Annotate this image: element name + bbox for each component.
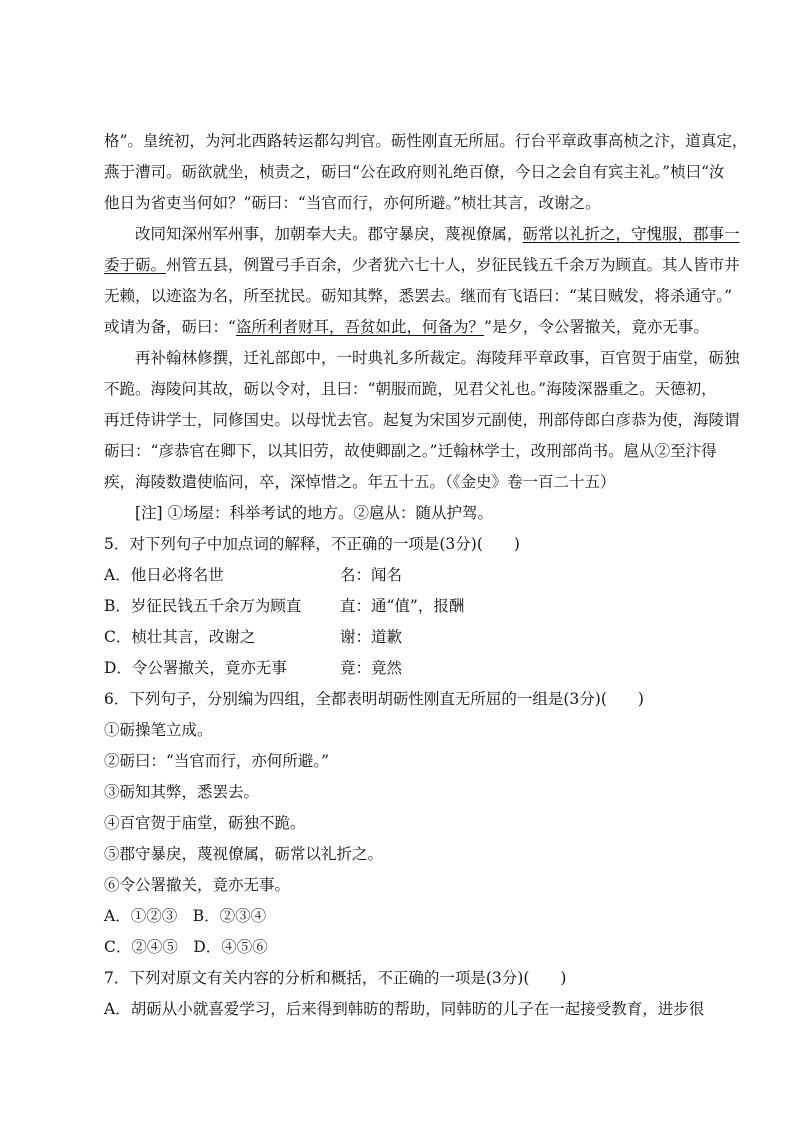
q6-item-3: ③砺知其弊，悉罢去。 [104, 783, 260, 801]
q6-choices-ab[interactable]: A．①②③ B．②③④ [104, 907, 267, 925]
q7-option-a[interactable]: A．胡砺从小就喜爱学习，后来得到韩昉的帮助，同韩昉的儿子在一起接受教育，进步很 [104, 1000, 705, 1018]
passage-p3-line-1: 再补翰林修撰，迁礼部郎中，一时典礼多所裁定。海陵拜平章政事，百官贺于庙堂，砺独 [135, 349, 740, 367]
q5-option-b[interactable] [104, 591, 724, 622]
option-text: B．岁征民钱五千余万为顾直 [104, 597, 302, 615]
q6-stem: 6．下列句子，分别编为四组，全都表明胡砺性刚直无所屈的一组是(3分)( ) [104, 690, 644, 708]
passage-p3-line-3: 再迁侍讲学士，同修国史。以母忧去官。起复为宋国岁元副使，刑部侍郎白彦恭为使，海陵谓 [104, 411, 740, 429]
q5-option-a[interactable] [104, 560, 724, 591]
passage-p1-line-1: 格”。皇统初，为河北西路转运都勾判官。砺性刚直无所屈。行台平章政事高桢之汴，道真定， [104, 132, 748, 150]
passage-p1-line-3: 他日为省吏当何如？”砺曰：“当官而行，亦何所避。”桢壮其言，改谢之。 [104, 194, 601, 212]
text-span: 或请为备，砺曰：“ [104, 318, 236, 336]
option-explanation: 谢：道歉 [340, 628, 403, 646]
question-7 [104, 963, 724, 1025]
text-span: 改同知深州军州事，加朝奉大夫。郡守暴戾，蔑视僚属， [135, 225, 523, 243]
text-span: 州管五县，例置弓手百余，少者犹六七十人，岁征民钱五千余万为顾直。其人皆市井 [166, 256, 740, 274]
q7-stem: 7．下列对原文有关内容的分析和概括，不正确的一项是(3分)( ) [104, 969, 567, 987]
document-page [104, 126, 748, 1025]
text-span: ”是夕，令公署撤关，竟亦无事。 [483, 318, 709, 336]
option-explanation: 竟：竟然 [340, 659, 403, 677]
q6-item-6: ⑥令公署撤关，竟亦无事。 [104, 876, 291, 894]
q5-option-d[interactable] [104, 653, 724, 684]
passage-p2-line-1 [104, 219, 740, 250]
q6-item-4: ④百官贺于庙堂，砺独不跪。 [104, 814, 306, 832]
q6-item-5: ⑤郡守暴戾，蔑视僚属，砺常以礼折之。 [104, 845, 384, 863]
q6-choices-cd[interactable]: C．②④⑤ D．④⑤⑥ [104, 938, 268, 956]
option-explanation: 直：通“值”，报酬 [340, 597, 465, 615]
option-explanation: 名：闻名 [340, 566, 403, 584]
passage-p1-line-2: 燕于漕司。砺欲就坐，桢责之，砺曰“公在政府则礼绝百僚，今日之会自有宾主礼。”桢曰“汝 [104, 163, 725, 181]
q5-stem: 5．对下列句子中加点词的解释，不正确的一项是(3分)( ) [104, 535, 520, 553]
question-5 [104, 529, 724, 684]
option-text: A．他日必将名世 [104, 566, 224, 584]
passage-p3-line-2: 不跪。海陵问其故，砺以令对，且曰：“朝服而跪，见君父礼也。”海陵深器重之。天德初， [104, 380, 717, 398]
passage-p2-line-4 [104, 312, 724, 343]
q6-item-1: ①砺操笔立成。 [104, 721, 213, 739]
passage-p2-line-2 [104, 250, 740, 281]
underlined-text: 委于砺。 [104, 256, 167, 274]
q6-item-2: ②砺曰：“当官而行，亦何所避。” [104, 752, 330, 770]
option-text: C．桢壮其言，改谢之 [104, 628, 256, 646]
question-6 [104, 684, 724, 963]
underlined-text: 盗所利者财耳，吾贫如此，何备为？ [235, 318, 484, 336]
passage [104, 126, 748, 529]
passage-p3-line-4: 砺曰：“彦恭官在卿下，以其旧劳，故使卿副之。”迁翰林学士，改刑部尚书。扈从②至汴得 [104, 442, 717, 460]
option-text: D．令公署撤关，竟亦无事 [104, 659, 287, 677]
passage-p3-line-5: 疾，海陵数遣使临问，卒，深悼惜之。年五十五。（《金史》卷一百二十五） [104, 473, 616, 491]
q5-option-c[interactable] [104, 622, 724, 653]
passage-p2-line-3: 无赖，以迹盗为名，所至扰民。砺知其弊，悉罢去。继而有飞语曰：“某日贼发，将杀通守。” [104, 287, 733, 305]
underlined-text: 砺常以礼折之，守愧服，郡事一 [522, 225, 740, 243]
passage-note: [注] ①场屋：科举考试的地方。②扈从：随从护驾。 [135, 504, 494, 522]
